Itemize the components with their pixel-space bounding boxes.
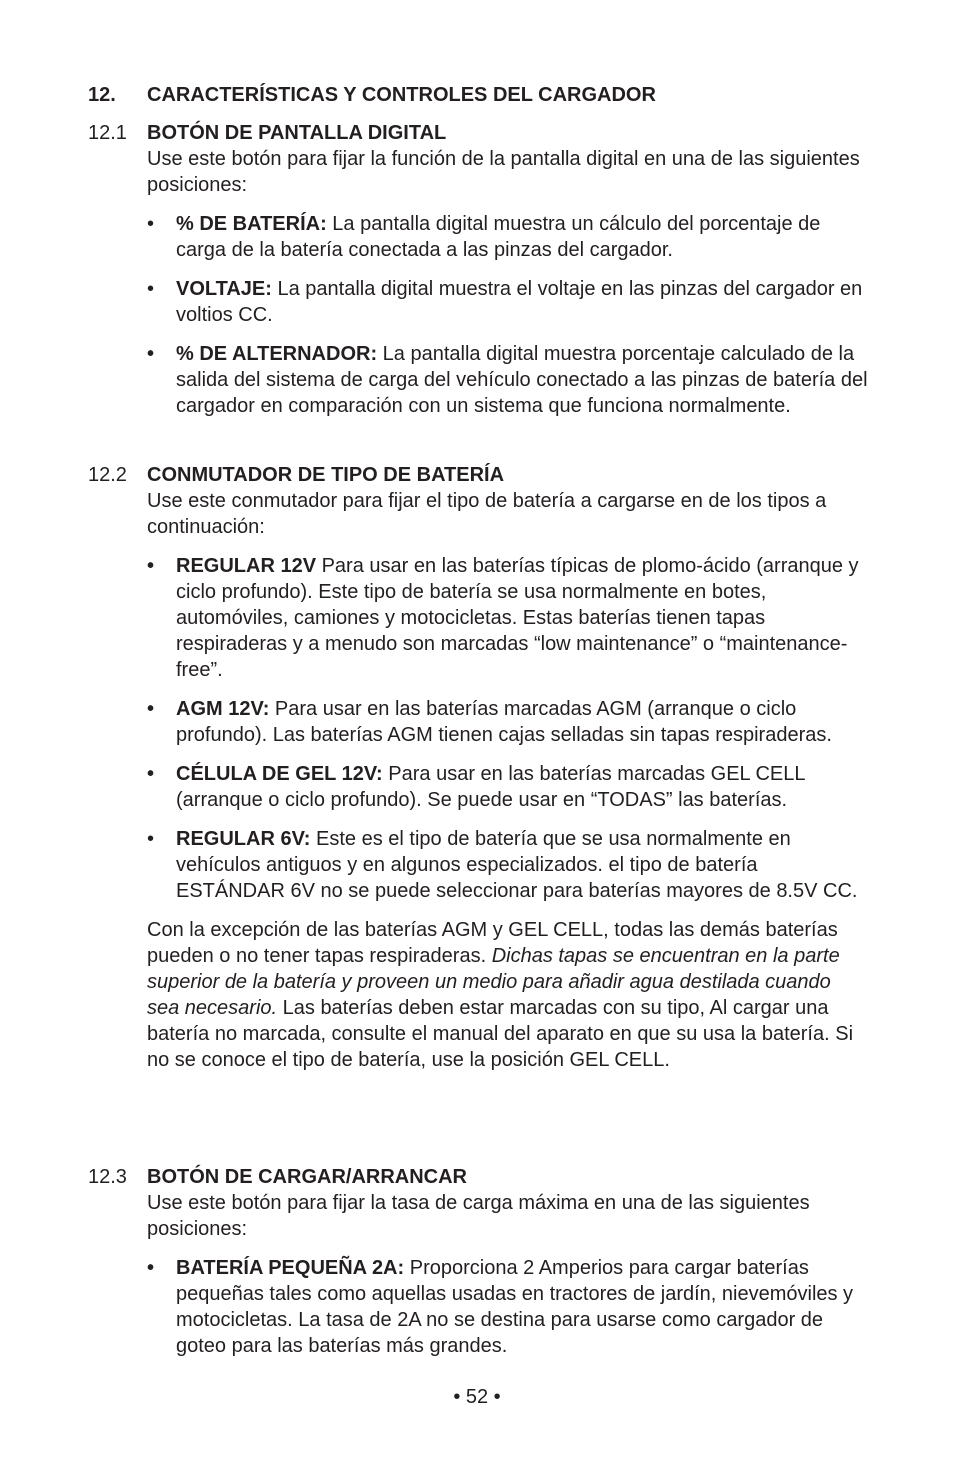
list-item bbox=[147, 761, 868, 813]
item-text: La pantalla digital muestra el voltaje en las pinzas del cargador en voltios CC. bbox=[176, 278, 863, 326]
list-item bbox=[147, 276, 868, 328]
list-item bbox=[147, 553, 868, 683]
bullet-marker: • bbox=[147, 763, 155, 785]
list-item bbox=[147, 696, 868, 748]
item-text: Para usar en las baterías típicas de plomo-ácido (arranque y ciclo profundo). Este tipo de batería se usa normalmente en botes, automóviles, camiones y motocicletas. Estas baterías tienen tapas respiraderas y a menudo son marcadas “low maintenance” o “maintenance-free”. bbox=[176, 555, 859, 681]
section-heading bbox=[88, 462, 868, 488]
item-term: % DE ALTERNADOR: bbox=[176, 343, 378, 365]
section-number: 12.3 bbox=[88, 1166, 127, 1188]
bullet-list bbox=[147, 553, 868, 904]
item-text: La pantalla digital muestra un cálculo del porcentaje de carga de la batería conectada a las pinzas del cargador. bbox=[176, 213, 821, 261]
item-term: VOLTAJE: bbox=[176, 278, 272, 300]
item-text: Proporciona 2 Amperios para cargar baterías pequeñas tales como aquellas usadas en tractores de jardín, nievemóviles y motocicletas. La tasa de 2A no se destina para usarse como cargador de goteo para las baterías más grandes. bbox=[176, 1257, 854, 1357]
section-12-1 bbox=[88, 120, 868, 419]
bullet-marker: • bbox=[147, 698, 155, 720]
section-12-2 bbox=[88, 462, 868, 1073]
bullet-marker: • bbox=[147, 343, 155, 365]
section-intro: Use este conmutador para fijar el tipo de batería a cargarse en de los tipos a continuación: bbox=[147, 490, 827, 538]
item-term: CÉLULA DE GEL 12V: bbox=[176, 763, 383, 785]
bullet-marker: • bbox=[147, 555, 155, 577]
page-number: • 52 • bbox=[453, 1386, 501, 1408]
item-term: % DE BATERÍA: bbox=[176, 213, 327, 235]
item-term: AGM 12V: bbox=[176, 698, 270, 720]
list-item bbox=[147, 826, 868, 904]
section-title: BOTÓN DE PANTALLA DIGITAL bbox=[147, 122, 447, 144]
bullet-list bbox=[147, 1255, 868, 1359]
section-intro: Use este botón para fijar la tasa de carga máxima en una de las siguientes posiciones: bbox=[147, 1192, 810, 1240]
bullet-marker: • bbox=[147, 1257, 155, 1279]
item-term: REGULAR 12V bbox=[176, 555, 317, 577]
section-heading bbox=[88, 120, 868, 146]
section-12-3 bbox=[88, 1164, 868, 1359]
chapter-number: 12. bbox=[88, 84, 116, 106]
section-number: 12.2 bbox=[88, 464, 127, 486]
chapter-title: CARACTERÍSTICAS Y CONTROLES DEL CARGADOR bbox=[147, 84, 656, 106]
item-text: La pantalla digital muestra porcentaje calculado de la salida del sistema de carga del vehículo conectado a las pinzas de batería del cargador en comparación con un sistema que funciona normalmente. bbox=[176, 343, 868, 417]
item-text: Este es el tipo de batería que se usa normalmente en vehículos antiguos y en algunos especializados. el tipo de batería ESTÁNDAR 6V no se puede seleccionar para baterías mayores de 8.5V CC. bbox=[176, 828, 858, 902]
bullet-marker: • bbox=[147, 828, 155, 850]
item-text: Para usar en las baterías marcadas GEL CELL (arranque o ciclo profundo). Se puede usar en “TODAS” las baterías. bbox=[176, 763, 805, 811]
note-text-continued: Las baterías deben estar marcadas con su tipo, Al cargar una batería no marcada, consulte el manual del aparato en que su usa la batería. Si no se conoce el tipo de batería, use la posición GEL CELL. bbox=[147, 997, 854, 1071]
section-heading bbox=[88, 1164, 868, 1190]
section-title: BOTÓN DE CARGAR/ARRANCAR bbox=[147, 1166, 467, 1188]
section-title: CONMUTADOR DE TIPO DE BATERÍA bbox=[147, 464, 505, 486]
note-text: Con la excepción de las baterías AGM y GEL CELL, todas las demás baterías pueden o no tener tapas respiraderas. bbox=[147, 919, 838, 967]
section-number: 12.1 bbox=[88, 122, 127, 144]
item-term: BATERÍA PEQUEÑA 2A: bbox=[176, 1257, 405, 1279]
bullet-marker: • bbox=[147, 213, 155, 235]
list-item bbox=[147, 211, 868, 263]
item-term: REGULAR 6V: bbox=[176, 828, 311, 850]
list-item bbox=[147, 341, 868, 419]
item-text: Para usar en las baterías marcadas AGM (arranque o ciclo profundo). Las baterías AGM tienen cajas selladas sin tapas respiraderas. bbox=[176, 698, 832, 746]
chapter-heading bbox=[88, 82, 656, 108]
note-italic-text: Dichas tapas se encuentran en la parte superior de la batería y proveen un medio para añadir agua destilada cuando sea necesario. bbox=[147, 945, 840, 1019]
note-paragraph bbox=[147, 917, 868, 1073]
bullet-list bbox=[147, 211, 868, 419]
bullet-marker: • bbox=[147, 278, 155, 300]
list-item bbox=[147, 1255, 868, 1359]
section-intro: Use este botón para fijar la función de la pantalla digital en una de las siguientes posiciones: bbox=[147, 148, 860, 196]
